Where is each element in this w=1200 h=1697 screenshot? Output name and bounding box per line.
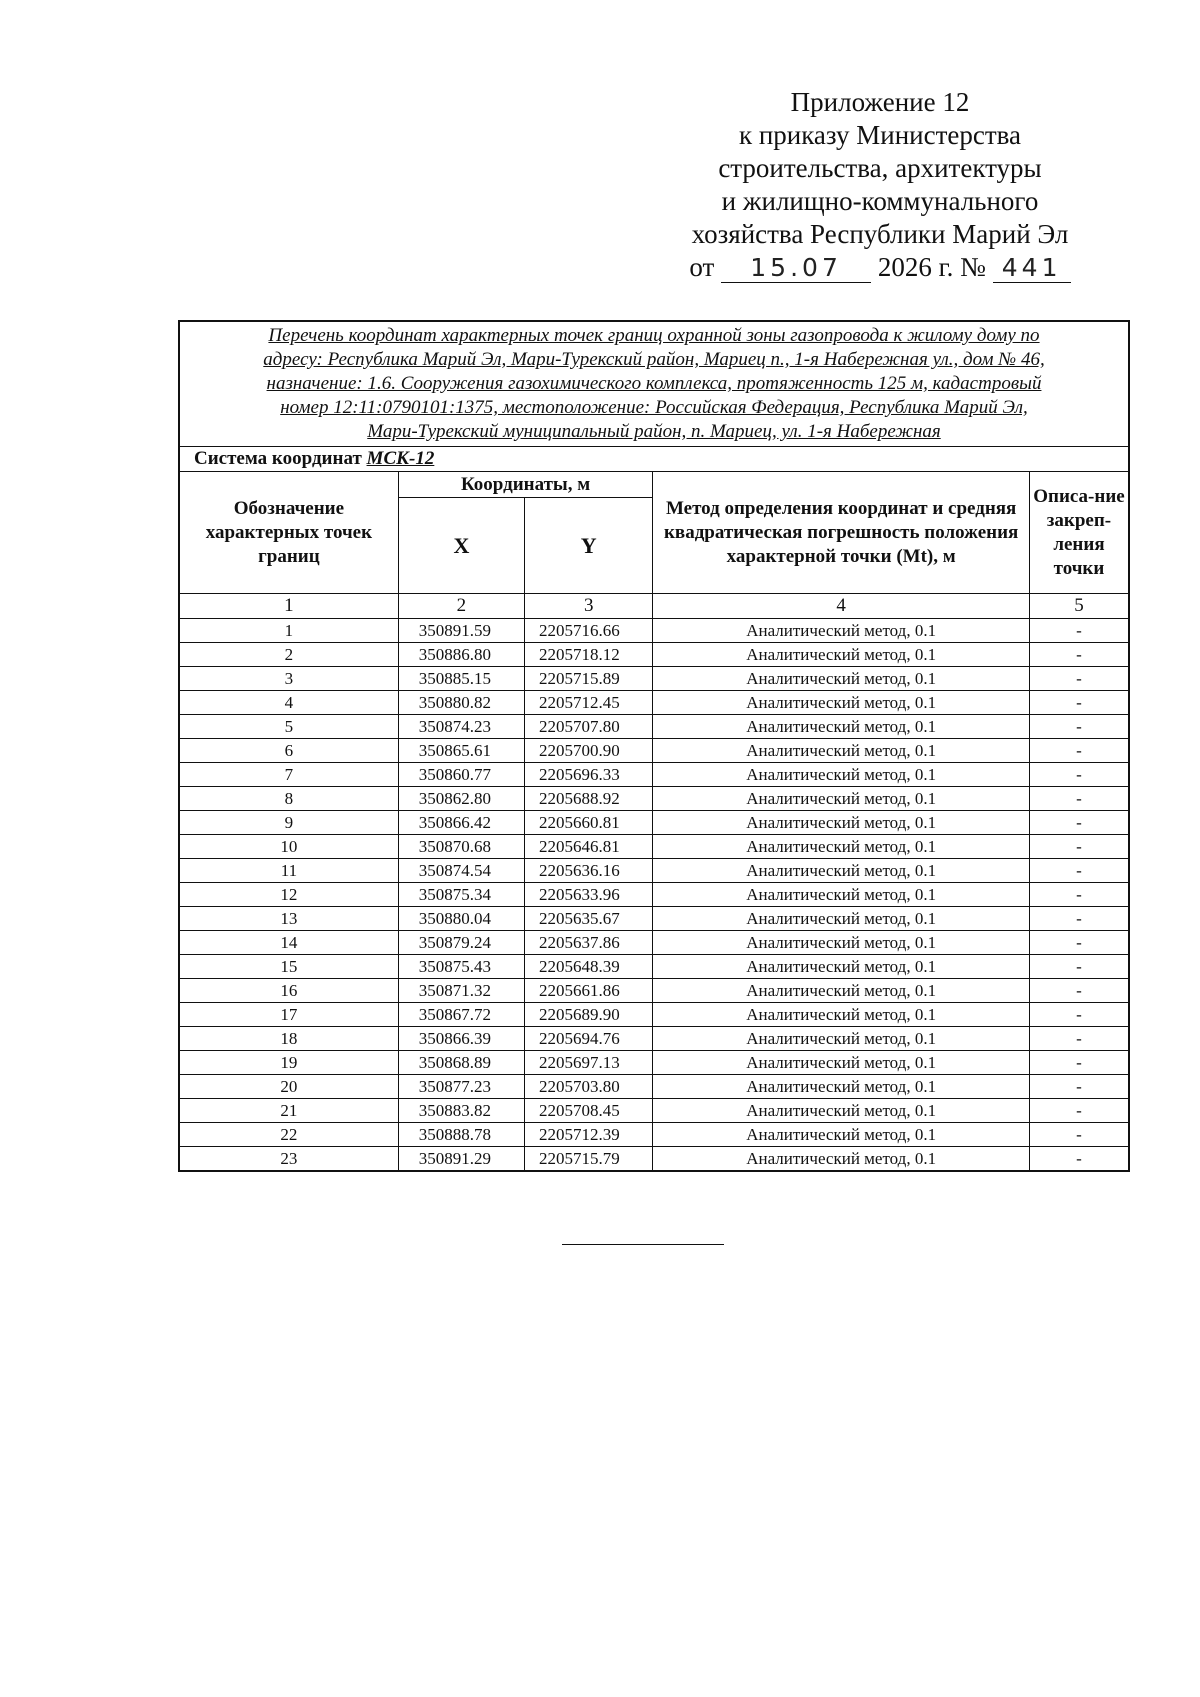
x-coordinate-cell: 350891.59 — [398, 619, 524, 643]
header-coordinates: Координаты, м — [398, 472, 653, 498]
y-coordinate-cell: 2205715.89 — [525, 667, 653, 691]
appendix-number: Приложение 12 — [790, 87, 970, 117]
table-row — [179, 835, 1129, 859]
y-coordinate-cell: 2205708.45 — [525, 1099, 653, 1123]
method-cell: Аналитический метод, 0.1 — [653, 619, 1030, 643]
column-index: 2 — [398, 594, 524, 619]
method-cell: Аналитический метод, 0.1 — [653, 691, 1030, 715]
table-row — [179, 763, 1129, 787]
table-row — [179, 787, 1129, 811]
description-cell: - — [1029, 883, 1129, 907]
point-number-cell: 3 — [179, 667, 398, 691]
handwritten-order-number: 441 — [993, 254, 1071, 283]
y-coordinate-cell: 2205637.86 — [525, 931, 653, 955]
method-cell: Аналитический метод, 0.1 — [653, 1027, 1030, 1051]
table-title-line: номер 12:11:0790101:1375, местоположение: Российская Федерация, Республика Марий Эл, — [280, 397, 1028, 418]
x-coordinate-cell: 350865.61 — [398, 739, 524, 763]
point-number-cell: 7 — [179, 763, 398, 787]
point-number-cell: 17 — [179, 1003, 398, 1027]
table-row — [179, 691, 1129, 715]
method-cell: Аналитический метод, 0.1 — [653, 739, 1030, 763]
method-cell: Аналитический метод, 0.1 — [653, 1003, 1030, 1027]
point-number-cell: 16 — [179, 979, 398, 1003]
y-coordinate-cell: 2205712.39 — [525, 1123, 653, 1147]
point-number-cell: 11 — [179, 859, 398, 883]
ministry-name-line-1: строительства, архитектуры — [718, 153, 1042, 183]
point-number-cell: 18 — [179, 1027, 398, 1051]
x-coordinate-cell: 350866.42 — [398, 811, 524, 835]
description-cell: - — [1029, 1051, 1129, 1075]
point-number-cell: 22 — [179, 1123, 398, 1147]
description-cell: - — [1029, 667, 1129, 691]
column-index: 4 — [653, 594, 1030, 619]
x-coordinate-cell: 350875.34 — [398, 883, 524, 907]
point-number-cell: 6 — [179, 739, 398, 763]
description-cell: - — [1029, 691, 1129, 715]
table-row — [179, 1051, 1129, 1075]
x-coordinate-cell: 350866.39 — [398, 1027, 524, 1051]
y-coordinate-cell: 2205636.16 — [525, 859, 653, 883]
table-title-line: Перечень координат характерных точек границ охранной зоны газопровода к жилому дому по — [268, 325, 1040, 346]
method-cell: Аналитический метод, 0.1 — [653, 763, 1030, 787]
description-cell: - — [1029, 907, 1129, 931]
table-row — [179, 643, 1129, 667]
point-number-cell: 20 — [179, 1075, 398, 1099]
year-and-number-label: 2026 г. № — [877, 252, 986, 282]
method-cell: Аналитический метод, 0.1 — [653, 1051, 1030, 1075]
header-points: Обозначение характерных точек границ — [179, 472, 398, 594]
coordinate-system-value: МСК-12 — [366, 448, 435, 469]
y-coordinate-cell: 2205718.12 — [525, 643, 653, 667]
ministry-name-line-2: и жилищно-коммунального — [721, 186, 1039, 216]
y-coordinate-cell: 2205689.90 — [525, 1003, 653, 1027]
x-coordinate-cell: 350874.54 — [398, 859, 524, 883]
table-title-line: назначение: 1.6. Сооружения газохимического комплекса, протяженность 125 м, кадастровый — [266, 373, 1042, 394]
y-coordinate-cell: 2205712.45 — [525, 691, 653, 715]
description-cell: - — [1029, 859, 1129, 883]
point-number-cell: 1 — [179, 619, 398, 643]
point-number-cell: 8 — [179, 787, 398, 811]
coordinates-table — [178, 320, 1130, 1172]
table-row — [179, 619, 1129, 643]
description-cell: - — [1029, 1123, 1129, 1147]
description-cell: - — [1029, 787, 1129, 811]
method-cell: Аналитический метод, 0.1 — [653, 883, 1030, 907]
table-row — [179, 979, 1129, 1003]
description-cell: - — [1029, 1003, 1129, 1027]
table-row — [179, 739, 1129, 763]
method-cell: Аналитический метод, 0.1 — [653, 931, 1030, 955]
header-method: Метод определения координат и средняя квадратическая погрешность положения характерной точки (Mt), м — [653, 472, 1030, 594]
method-cell: Аналитический метод, 0.1 — [653, 1147, 1030, 1172]
table-row — [179, 1003, 1129, 1027]
table-row — [179, 1123, 1129, 1147]
x-coordinate-cell: 350867.72 — [398, 1003, 524, 1027]
y-coordinate-cell: 2205715.79 — [525, 1147, 653, 1172]
handwritten-date: 15.07 — [721, 254, 871, 283]
description-cell: - — [1029, 979, 1129, 1003]
order-reference: к приказу Министерства — [738, 120, 1022, 150]
column-index-row — [179, 594, 1129, 619]
y-coordinate-cell: 2205660.81 — [525, 811, 653, 835]
header-x: X — [398, 498, 524, 594]
appendix-header — [640, 86, 1120, 284]
point-number-cell: 10 — [179, 835, 398, 859]
method-cell: Аналитический метод, 0.1 — [653, 667, 1030, 691]
y-coordinate-cell: 2205700.90 — [525, 739, 653, 763]
method-cell: Аналитический метод, 0.1 — [653, 715, 1030, 739]
y-coordinate-cell: 2205694.76 — [525, 1027, 653, 1051]
column-index: 3 — [525, 594, 653, 619]
x-coordinate-cell: 350880.04 — [398, 907, 524, 931]
point-number-cell: 23 — [179, 1147, 398, 1172]
x-coordinate-cell: 350891.29 — [398, 1147, 524, 1172]
description-cell: - — [1029, 1099, 1129, 1123]
x-coordinate-cell: 350880.82 — [398, 691, 524, 715]
ministry-name-line-3: хозяйства Республики Марий Эл — [691, 219, 1069, 249]
method-cell: Аналитический метод, 0.1 — [653, 811, 1030, 835]
point-number-cell: 9 — [179, 811, 398, 835]
table-row — [179, 1027, 1129, 1051]
x-coordinate-cell: 350874.23 — [398, 715, 524, 739]
y-coordinate-cell: 2205716.66 — [525, 619, 653, 643]
method-cell: Аналитический метод, 0.1 — [653, 979, 1030, 1003]
table-row — [179, 1147, 1129, 1172]
description-cell: - — [1029, 763, 1129, 787]
table-row — [179, 955, 1129, 979]
method-cell: Аналитический метод, 0.1 — [653, 835, 1030, 859]
table-row — [179, 667, 1129, 691]
x-coordinate-cell: 350875.43 — [398, 955, 524, 979]
point-number-cell: 15 — [179, 955, 398, 979]
method-cell: Аналитический метод, 0.1 — [653, 1123, 1030, 1147]
method-cell: Аналитический метод, 0.1 — [653, 1075, 1030, 1099]
y-coordinate-cell: 2205661.86 — [525, 979, 653, 1003]
table-title — [179, 321, 1129, 447]
table-row — [179, 859, 1129, 883]
table-row — [179, 1075, 1129, 1099]
y-coordinate-cell: 2205646.81 — [525, 835, 653, 859]
header-description: Описа-ние закреп-ления точки — [1029, 472, 1129, 594]
method-cell: Аналитический метод, 0.1 — [653, 1099, 1030, 1123]
table-row — [179, 931, 1129, 955]
description-cell: - — [1029, 1027, 1129, 1051]
table-title-line: адресу: Республика Марий Эл, Мари-Турекский район, Мариец п., 1-я Набережная ул., дом № 46, — [263, 349, 1045, 370]
description-cell: - — [1029, 739, 1129, 763]
x-coordinate-cell: 350888.78 — [398, 1123, 524, 1147]
point-number-cell: 5 — [179, 715, 398, 739]
x-coordinate-cell: 350870.68 — [398, 835, 524, 859]
description-cell: - — [1029, 715, 1129, 739]
method-cell: Аналитический метод, 0.1 — [653, 787, 1030, 811]
point-number-cell: 19 — [179, 1051, 398, 1075]
method-cell: Аналитический метод, 0.1 — [653, 907, 1030, 931]
description-cell: - — [1029, 811, 1129, 835]
table-row — [179, 907, 1129, 931]
point-number-cell: 4 — [179, 691, 398, 715]
description-cell: - — [1029, 835, 1129, 859]
description-cell: - — [1029, 643, 1129, 667]
description-cell: - — [1029, 931, 1129, 955]
x-coordinate-cell: 350862.80 — [398, 787, 524, 811]
method-cell: Аналитический метод, 0.1 — [653, 955, 1030, 979]
x-coordinate-cell: 350868.89 — [398, 1051, 524, 1075]
point-number-cell: 12 — [179, 883, 398, 907]
y-coordinate-cell: 2205633.96 — [525, 883, 653, 907]
x-coordinate-cell: 350860.77 — [398, 763, 524, 787]
coordinate-system-label: Система координат — [194, 448, 362, 469]
y-coordinate-cell: 2205696.33 — [525, 763, 653, 787]
x-coordinate-cell: 350877.23 — [398, 1075, 524, 1099]
order-date-line — [640, 251, 1120, 284]
point-number-cell: 21 — [179, 1099, 398, 1123]
point-number-cell: 2 — [179, 643, 398, 667]
description-cell: - — [1029, 955, 1129, 979]
x-coordinate-cell: 350871.32 — [398, 979, 524, 1003]
x-coordinate-cell: 350883.82 — [398, 1099, 524, 1123]
coordinate-system-row — [179, 447, 1129, 472]
y-coordinate-cell: 2205703.80 — [525, 1075, 653, 1099]
column-index: 5 — [1029, 594, 1129, 619]
x-coordinate-cell: 350885.15 — [398, 667, 524, 691]
y-coordinate-cell: 2205697.13 — [525, 1051, 653, 1075]
description-cell: - — [1029, 619, 1129, 643]
table-row — [179, 1099, 1129, 1123]
y-coordinate-cell: 2205707.80 — [525, 715, 653, 739]
table-row — [179, 883, 1129, 907]
description-cell: - — [1029, 1075, 1129, 1099]
table-row — [179, 811, 1129, 835]
description-cell: - — [1029, 1147, 1129, 1172]
date-prefix: от — [689, 252, 715, 282]
table-row — [179, 715, 1129, 739]
column-index: 1 — [179, 594, 398, 619]
x-coordinate-cell: 350879.24 — [398, 931, 524, 955]
table-title-line: Мари-Турекский муниципальный район, п. Мариец, ул. 1-я Набережная — [367, 421, 941, 442]
point-number-cell: 13 — [179, 907, 398, 931]
header-y: Y — [525, 498, 653, 594]
footer-divider — [562, 1244, 724, 1245]
x-coordinate-cell: 350886.80 — [398, 643, 524, 667]
y-coordinate-cell: 2205648.39 — [525, 955, 653, 979]
method-cell: Аналитический метод, 0.1 — [653, 859, 1030, 883]
method-cell: Аналитический метод, 0.1 — [653, 643, 1030, 667]
point-number-cell: 14 — [179, 931, 398, 955]
y-coordinate-cell: 2205635.67 — [525, 907, 653, 931]
y-coordinate-cell: 2205688.92 — [525, 787, 653, 811]
